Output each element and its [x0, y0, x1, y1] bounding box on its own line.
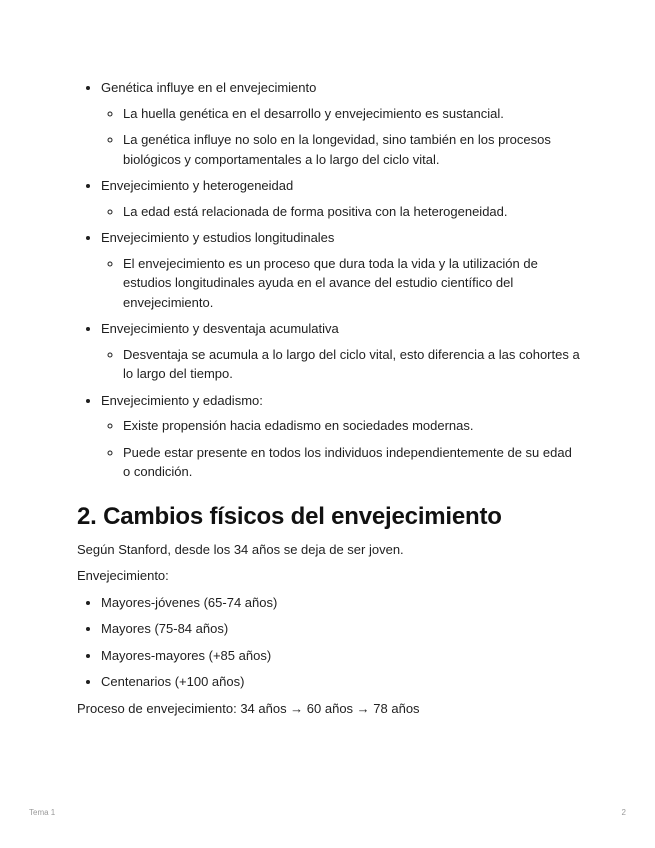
bullet-text: Envejecimiento y desventaja acumulativa — [101, 321, 339, 336]
bullet-text: Envejecimiento y heterogeneidad — [101, 178, 294, 193]
list-item: • Mayores-jóvenes (65-74 años) — [101, 593, 582, 613]
sub-list — [101, 345, 582, 384]
bullet-text: Genética influye en el envejecimiento — [101, 80, 317, 95]
sub-list — [101, 416, 582, 482]
list-item: • Centenarios (+100 años) — [101, 672, 582, 692]
footer-title: Tema 1 — [29, 808, 56, 817]
sub-list — [101, 254, 582, 313]
sub-list-item: ◦ La edad está relacionada de forma positiva con la heterogeneidad. — [123, 202, 582, 222]
list-item — [101, 176, 582, 221]
list-item — [101, 391, 582, 482]
sub-list-item: ◦ El envejecimiento es un proceso que dura toda la vida y la utilización de estudios longitudinales ayuda en el avance del estudio científico del envejecimiento. — [123, 254, 582, 313]
document-body — [77, 78, 582, 725]
age-groups-list — [77, 593, 582, 692]
process-paragraph: Proceso de envejecimiento: 34 años → 60 años → 78 años — [77, 700, 420, 716]
sub-list-item: ◦ La genética influye no solo en la longevidad, sino también en los procesos biológicos y comportamentales a lo largo del ciclo vital. — [123, 130, 582, 169]
stanford-paragraph: Según Stanford, desde los 34 años se deja de ser joven. — [77, 541, 404, 557]
sub-list — [101, 202, 582, 222]
sub-list-item: ◦ Desventaja se acumula a lo largo del ciclo vital, esto diferencia a las cohortes a lo largo del tiempo. — [123, 345, 582, 384]
list-item: • Mayores-mayores (+85 años) — [101, 646, 582, 666]
bullet-text: Envejecimiento y edadismo: — [101, 392, 263, 408]
bullet-text: Envejecimiento y estudios longitudinales — [101, 230, 335, 245]
sub-list-item: ◦ Existe propensión hacia edadismo en sociedades modernas. — [123, 416, 582, 436]
section-heading: 2. Cambios físicos del envejecimiento — [77, 502, 502, 530]
topic-list — [77, 78, 582, 482]
sub-list — [101, 104, 582, 170]
list-item — [101, 228, 582, 312]
list-item — [101, 78, 582, 169]
sub-list-item: ◦ Puede estar presente en todos los individuos independientemente de su edad o condición. — [123, 443, 582, 482]
sub-list-item: ◦ La huella genética en el desarrollo y envejecimiento es sustancial. — [123, 104, 582, 124]
page-number: 2 — [621, 808, 626, 817]
list-item — [101, 319, 582, 384]
list-item: • Mayores (75-84 años) — [101, 619, 582, 639]
envejecimiento-label: Envejecimiento: — [77, 568, 169, 583]
